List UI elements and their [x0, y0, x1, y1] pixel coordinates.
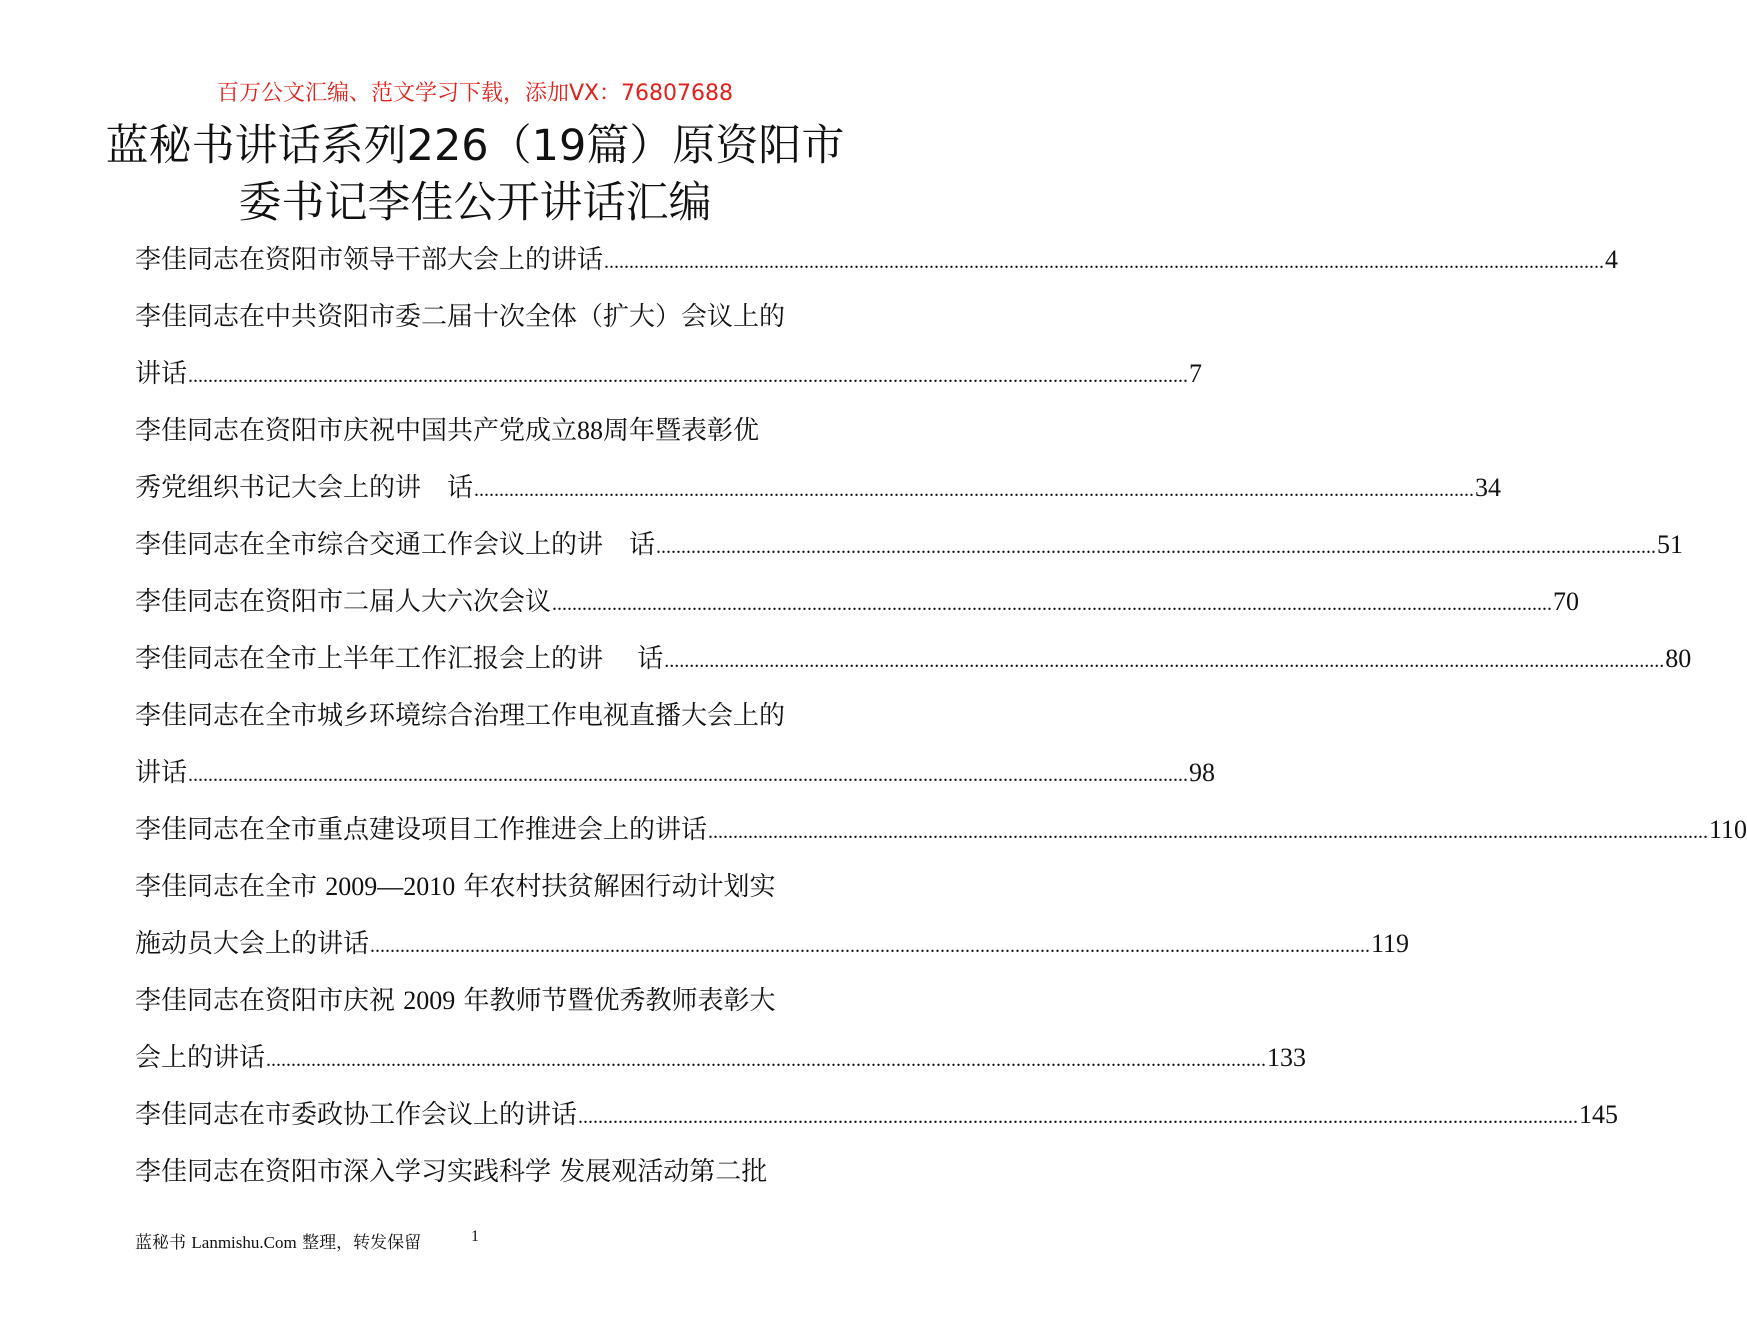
toc-title	[135, 350, 187, 398]
toc-title	[135, 578, 551, 626]
toc-line[interactable]	[135, 635, 1692, 692]
toc-title	[135, 521, 655, 569]
toc-title	[135, 407, 759, 455]
toc-title	[135, 464, 473, 512]
toc-title-part: 李佳同志在资阳市庆祝中国共产党成立	[135, 416, 578, 446]
toc-page-number: 70	[1553, 587, 1580, 616]
toc-page-number: 7	[1189, 359, 1203, 388]
toc-line[interactable]	[135, 692, 821, 749]
footer-prefix: 蓝秘书	[135, 1233, 192, 1253]
table-of-contents	[135, 236, 1747, 1205]
toc-title	[135, 1148, 767, 1196]
toc-title-part: 施动员大会上的讲话	[135, 929, 370, 959]
toc-line[interactable]	[135, 1148, 821, 1205]
toc-line[interactable]	[135, 863, 821, 920]
toc-page-number: 133	[1267, 1043, 1307, 1072]
toc-title-part: 讲话	[135, 359, 188, 389]
toc-title-part: 周年暨表彰优	[603, 416, 760, 446]
toc-title-part: 李佳同志在资阳市二届人大六次会议	[135, 587, 552, 617]
footer-site: Lanmishu.Com	[191, 1233, 297, 1252]
toc-title	[135, 1091, 577, 1139]
toc-title-part: 讲话	[135, 758, 188, 788]
toc-leader-dots: ........................................................................................................................................................................................................	[188, 764, 1189, 786]
toc-title-part: 秀党组织书记大会上的讲 话	[135, 473, 474, 503]
toc-title-part: 2009	[403, 986, 456, 1015]
toc-leader-dots: ........................................................................................................................................................................................................	[656, 536, 1657, 558]
toc-page-number: 80	[1665, 644, 1692, 673]
toc-line[interactable]	[135, 920, 1410, 977]
toc-title	[135, 749, 187, 797]
toc-line[interactable]	[135, 977, 821, 1034]
toc-leader-dots: ........................................................................................................................................................................................................	[578, 1106, 1579, 1128]
toc-page-number: 98	[1189, 758, 1216, 787]
toc-line[interactable]	[135, 464, 1502, 521]
toc-line[interactable]	[135, 521, 1684, 578]
toc-title-part: 李佳同志在全市	[135, 872, 326, 902]
toc-title-part: 李佳同志在资阳市深入学习实践科学 发展观活动第二批	[135, 1157, 768, 1187]
toc-title-part: 会上的讲话	[135, 1043, 266, 1073]
toc-page-number: 110	[1709, 815, 1747, 844]
footer-suffix: 整理，转发保留	[296, 1233, 422, 1253]
toc-line[interactable]	[135, 578, 1580, 635]
toc-leader-dots: ........................................................................................................................................................................................................	[474, 479, 1475, 501]
toc-leader-dots: ........................................................................................................................................................................................................	[188, 365, 1189, 387]
toc-line[interactable]	[135, 293, 821, 350]
toc-title-part: 李佳同志在中共资阳市委二届十次全体（扩大）会议上的	[135, 302, 786, 332]
toc-leader-dots: ........................................................................................................................................................................................................	[604, 251, 1605, 273]
toc-title	[135, 1034, 265, 1082]
toc-title-part: 年教师节暨优秀教师表彰大	[455, 986, 776, 1016]
toc-leader-dots: ........................................................................................................................................................................................................	[664, 650, 1665, 672]
toc-page-number: 145	[1579, 1100, 1619, 1129]
toc-title-part: 李佳同志在资阳市领导干部大会上的讲话	[135, 245, 604, 275]
toc-leader-dots: ........................................................................................................................................................................................................	[370, 935, 1371, 957]
toc-page-number: 4	[1605, 245, 1619, 274]
toc-title	[135, 863, 776, 911]
toc-title-part: 年农村扶贫解困行动计划实	[455, 872, 776, 902]
toc-title-part: 李佳同志在全市城乡环境综合治理工作电视直播大会上的	[135, 701, 786, 731]
toc-page-number: 34	[1475, 473, 1502, 502]
toc-line[interactable]	[135, 806, 1747, 863]
toc-line[interactable]	[135, 1034, 1307, 1091]
toc-line[interactable]	[135, 1091, 1619, 1148]
toc-line[interactable]	[135, 236, 1619, 293]
toc-title-part: 李佳同志在全市综合交通工作会议上的讲 话	[135, 530, 656, 560]
toc-line[interactable]	[135, 350, 1203, 407]
toc-line[interactable]	[135, 407, 821, 464]
title-line-2: 委书记李佳公开讲话汇编	[238, 178, 712, 228]
toc-title	[135, 293, 785, 341]
title-line-1: 蓝秘书讲话系列226（19篇）原资阳市	[105, 121, 845, 171]
toc-title	[135, 635, 663, 683]
page-number: 1	[471, 1228, 479, 1245]
toc-title	[135, 977, 776, 1025]
toc-title-part: 88	[577, 416, 604, 445]
toc-title-part: 2009—2010	[325, 872, 456, 901]
toc-title-part: 李佳同志在全市上半年工作汇报会上的讲 话	[135, 644, 664, 674]
document-title	[60, 118, 890, 232]
toc-leader-dots: ........................................................................................................................................................................................................	[708, 821, 1709, 843]
toc-page-number: 119	[1371, 929, 1410, 958]
toc-leader-dots: ........................................................................................................................................................................................................	[552, 593, 1553, 615]
toc-leader-dots: ........................................................................................................................................................................................................	[266, 1049, 1267, 1071]
promo-banner: 百万公文汇编、范文学习下载，添加VX：76807688	[216, 81, 734, 106]
toc-title-part: 李佳同志在全市重点建设项目工作推进会上的讲话	[135, 815, 708, 845]
toc-page-number: 51	[1657, 530, 1684, 559]
toc-title-part: 李佳同志在资阳市庆祝	[135, 986, 404, 1016]
toc-line[interactable]	[135, 749, 1216, 806]
toc-title-part: 李佳同志在市委政协工作会议上的讲话	[135, 1100, 578, 1130]
footer-credit	[135, 1228, 421, 1253]
toc-title	[135, 920, 369, 968]
toc-title	[135, 806, 707, 854]
toc-title	[135, 236, 603, 284]
toc-title	[135, 692, 785, 740]
